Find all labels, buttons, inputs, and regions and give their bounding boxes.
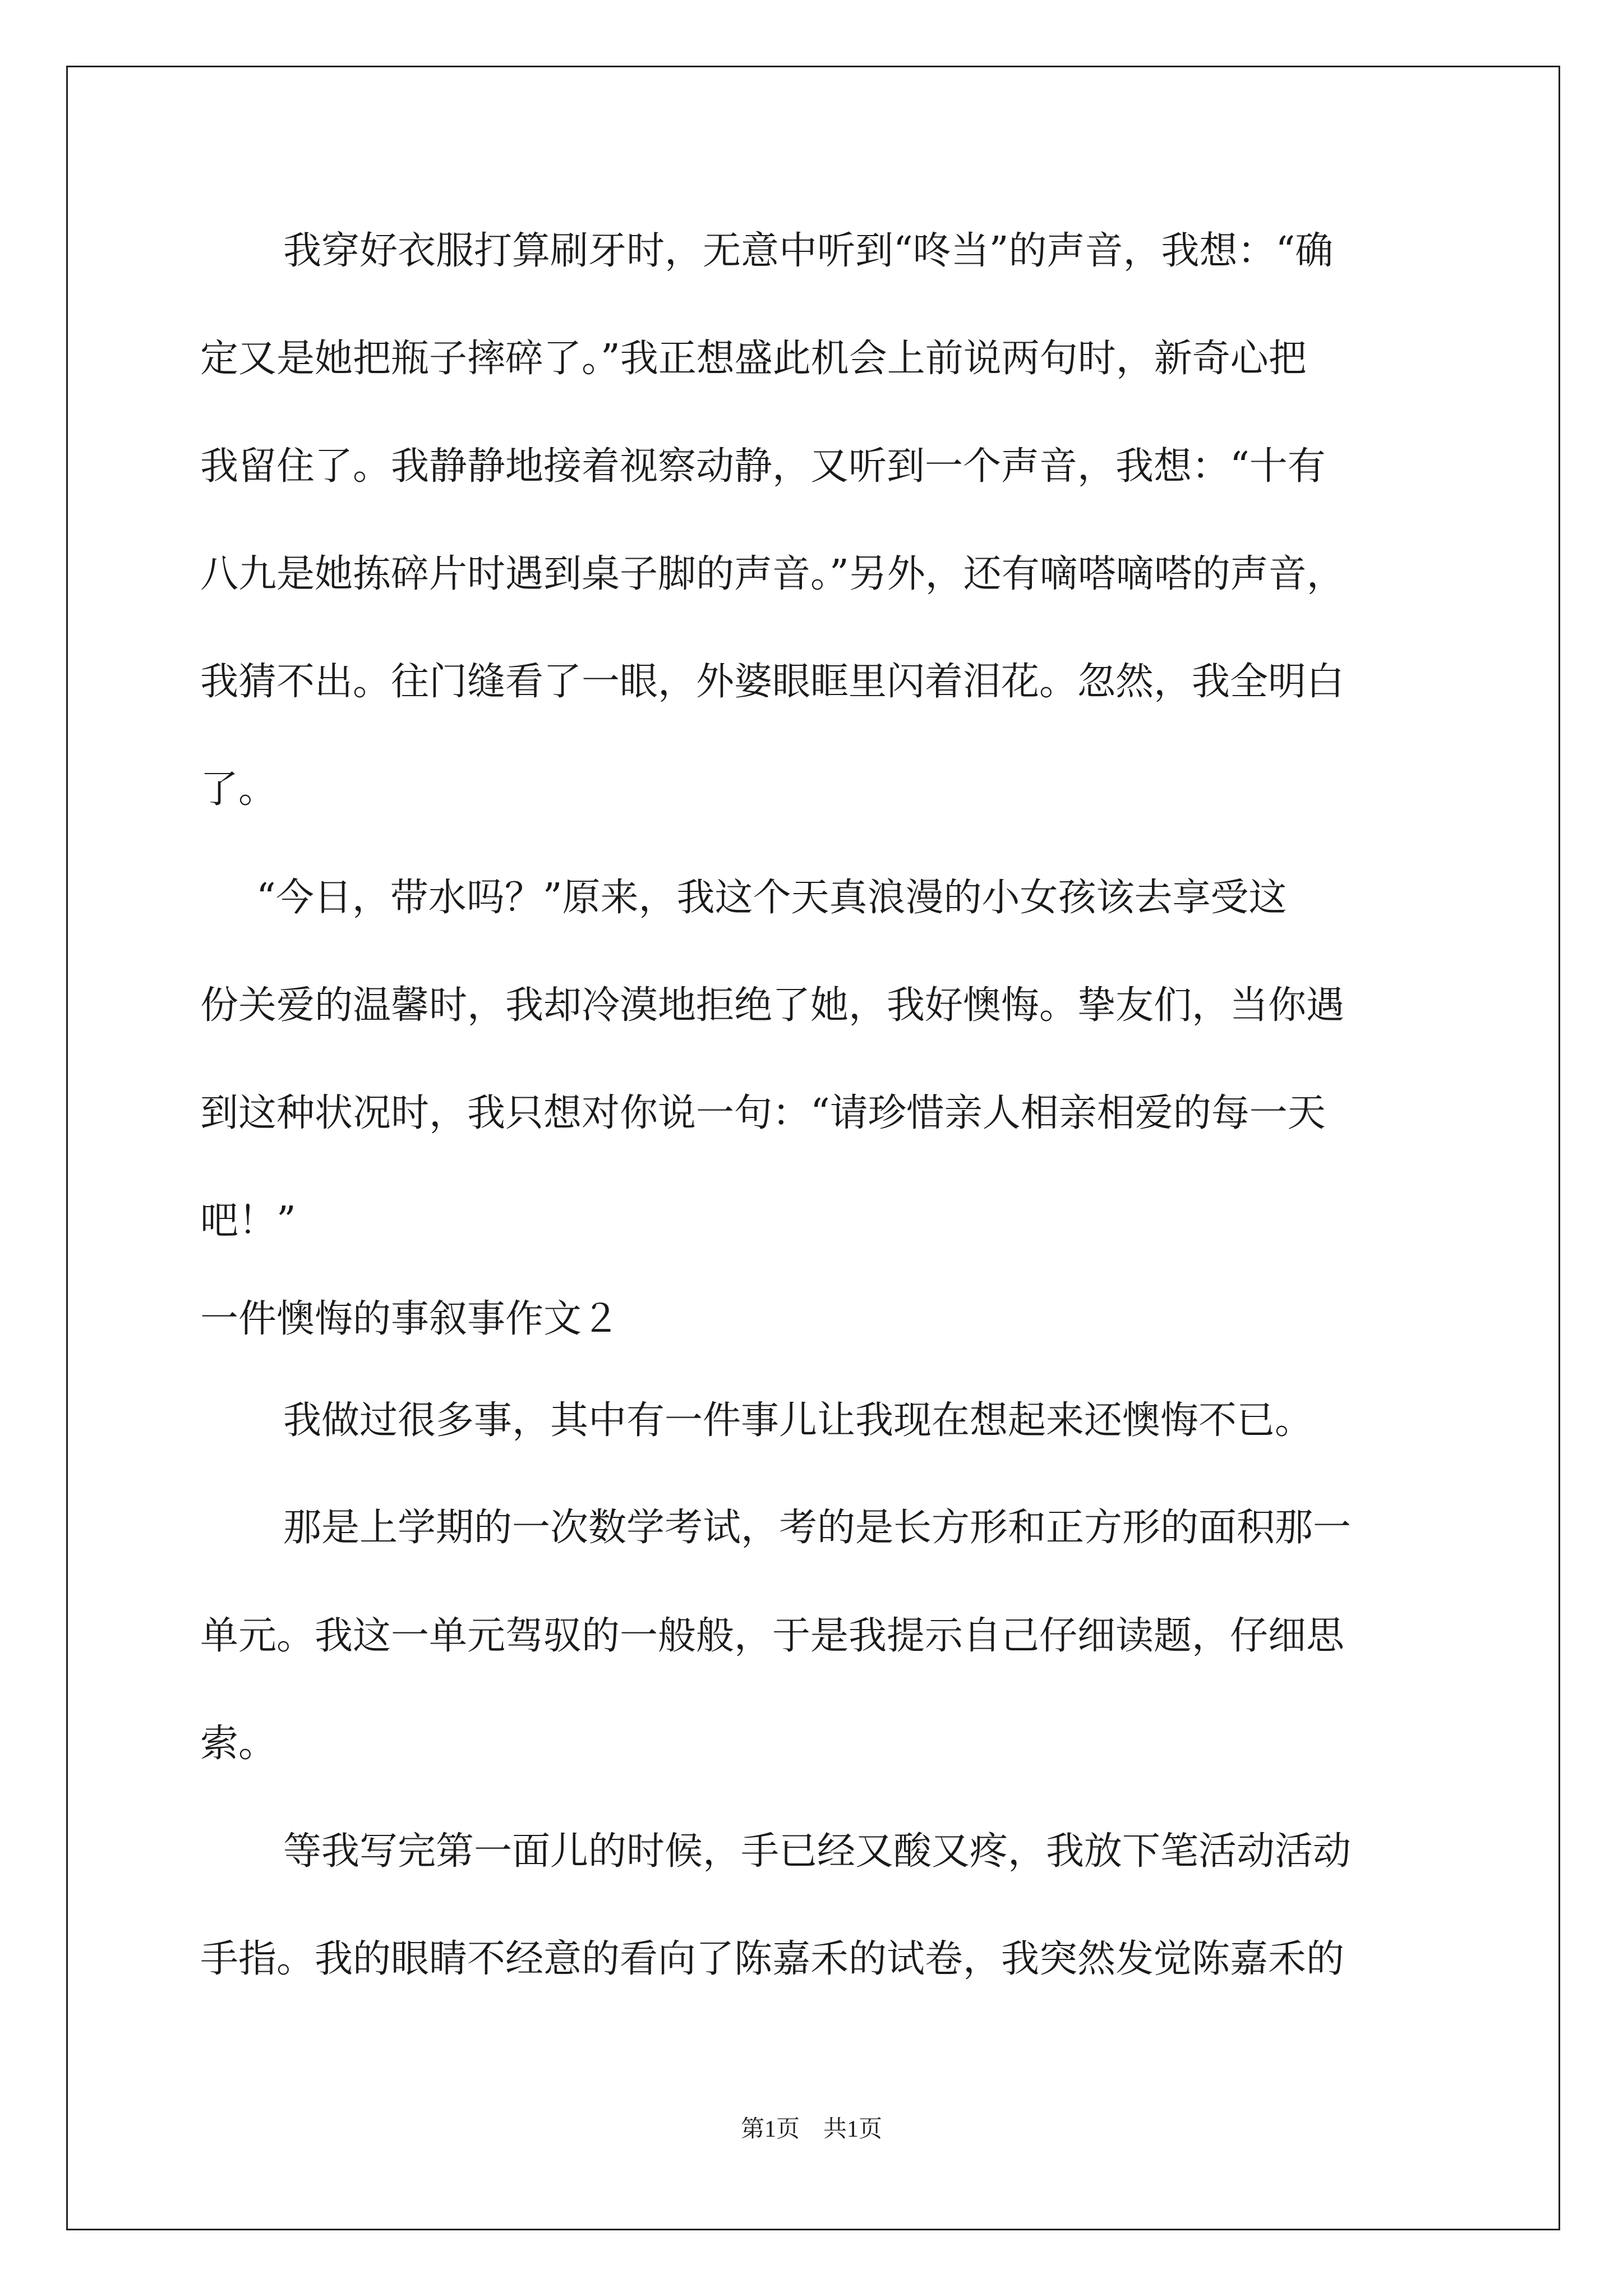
page-border bbox=[66, 66, 1560, 2230]
paragraph-line: “今日，带水吗？”原来，我这个天真浪漫的小女孩该去享受这 bbox=[256, 876, 1287, 920]
paragraph-line: 定又是她把瓶子摔碎了。”我正想盛此机会上前说两句时，新奇心把 bbox=[200, 337, 1307, 381]
paragraph-line: 那是上学期的一次数学考试，考的是长方形和正方形的面积那一 bbox=[283, 1506, 1352, 1550]
section-heading: 一件懊悔的事叙事作文２ bbox=[200, 1297, 620, 1341]
paragraph-line: 份关爱的温馨时，我却冷漠地拒绝了她，我好懊悔。挚友们，当你遇 bbox=[200, 983, 1345, 1028]
paragraph-line: 手指。我的眼睛不经意的看向了陈嘉禾的试卷，我突然发觉陈嘉禾的 bbox=[200, 1937, 1345, 1981]
paragraph-line: 到这种状况时，我只想对你说一句：“请珍惜亲人相亲相爱的每一天 bbox=[200, 1091, 1326, 1135]
paragraph-line: 我猜不出。往门缝看了一眼，外婆眼眶里闪着泪花。忽然，我全明白 bbox=[200, 660, 1345, 704]
paragraph-line: 了。 bbox=[200, 767, 277, 812]
paragraph-line: 索。 bbox=[200, 1722, 277, 1766]
paragraph-line: 我做过很多事，其中有一件事儿让我现在想起来还懊悔不已。 bbox=[283, 1398, 1313, 1443]
paragraph-line: 八九是她拣碎片时遇到桌子脚的声音。”另外，还有嘀嗒嘀嗒的声音， bbox=[200, 552, 1345, 596]
paragraph-line: 单元。我这一单元驾驭的一般般，于是我提示自己仔细读题，仔细思 bbox=[200, 1614, 1345, 1658]
paragraph-line: 我穿好衣服打算刷牙时，无意中听到“咚当”的声音，我想：“确 bbox=[283, 229, 1334, 273]
paragraph-line: 我留住了。我静静地接着视察动静，又听到一个声音，我想：“十有 bbox=[200, 444, 1326, 489]
paragraph-line: 等我写完第一面儿的时候，手已经又酸又疼，我放下笔活动活动 bbox=[283, 1829, 1352, 1874]
paragraph-line: 吧！” bbox=[200, 1199, 296, 1243]
page-footer: 第1页 共1页 bbox=[740, 2116, 882, 2142]
